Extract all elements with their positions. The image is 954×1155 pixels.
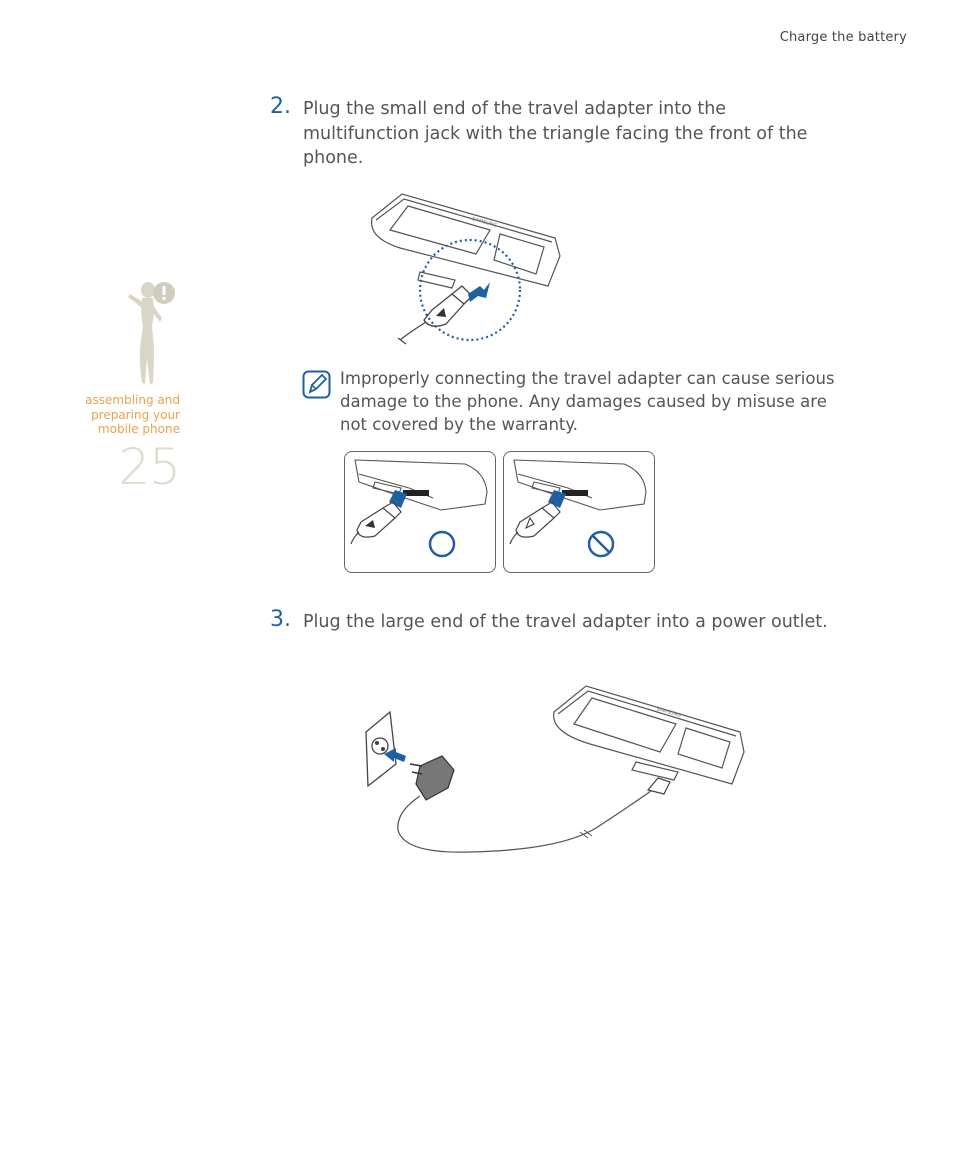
correct-connection-panel xyxy=(344,451,496,573)
svg-text:SAMSUNG: SAMSUNG xyxy=(471,216,498,229)
section-title-line: preparing your xyxy=(91,407,180,422)
warning-note xyxy=(302,367,842,436)
note-text: Improperly connecting the travel adapter can cause serious damage to the phone. Any damages caused by misuse are not covered by the warranty. xyxy=(340,369,835,434)
step-2 xyxy=(270,94,840,171)
correct-connection-illustration xyxy=(345,452,493,570)
woman-silhouette-icon xyxy=(118,278,178,393)
step-number: 3. xyxy=(270,607,291,632)
power-outlet-illustration xyxy=(360,682,750,857)
correct-circle-icon xyxy=(430,532,454,556)
section-title-line: assembling and xyxy=(85,393,180,407)
step-text: Plug the large end of the travel adapter into a power outlet. xyxy=(303,612,828,632)
section-title-line: mobile phone xyxy=(97,422,180,436)
prohibited-icon xyxy=(589,532,613,556)
running-header: Charge the battery xyxy=(779,30,907,45)
section-title xyxy=(60,393,180,437)
page-number: 25 xyxy=(118,438,180,496)
incorrect-connection-panel xyxy=(503,451,655,573)
step-text: Plug the small end of the travel adapter into the multifunction jack with the triangle facing the front of the phone. xyxy=(303,99,808,168)
step-3 xyxy=(270,607,840,635)
incorrect-connection-illustration xyxy=(504,452,652,570)
step-number: 2. xyxy=(270,94,291,119)
note-pencil-icon xyxy=(302,370,331,399)
svg-text:SAMSUNG: SAMSUNG xyxy=(655,706,682,719)
phone-adapter-illustration xyxy=(360,190,570,355)
